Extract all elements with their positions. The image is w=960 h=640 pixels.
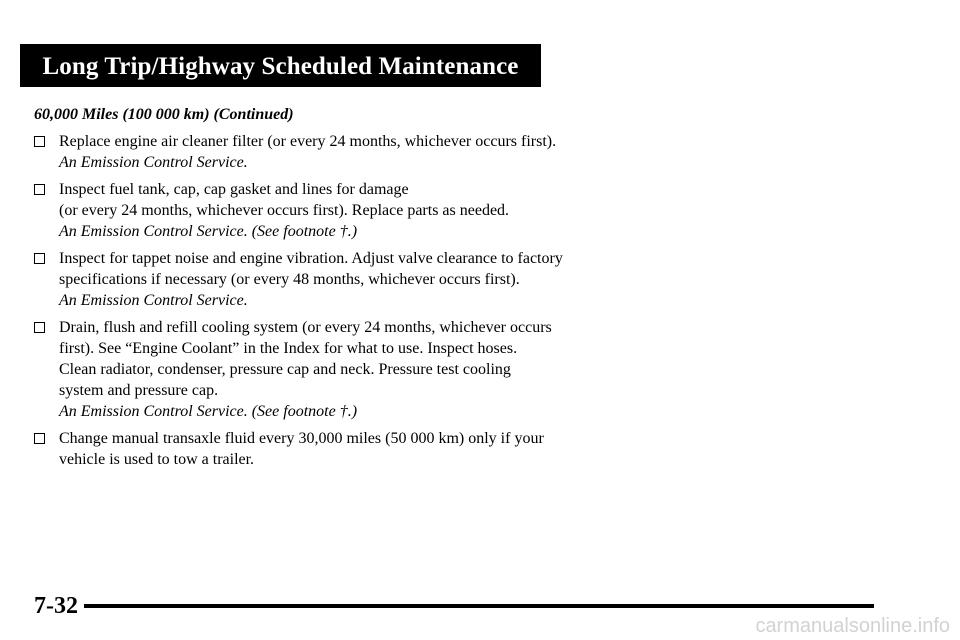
checkbox-icon[interactable]: [34, 433, 45, 444]
page-header-title: Long Trip/Highway Scheduled Maintenance: [20, 44, 541, 87]
item-note: An Emission Control Service.: [59, 154, 248, 171]
checkbox-icon[interactable]: [34, 184, 45, 195]
item-text-line: Replace engine air cleaner filter (or every 24 months, whichever occurs first).: [59, 133, 557, 150]
checklist-item-cooling-system: [34, 317, 654, 422]
item-text-line: specifications if necessary (or every 48 months, whichever occurs first).: [59, 271, 520, 288]
maintenance-section: [34, 104, 654, 470]
page-number: 7-32: [34, 593, 78, 619]
item-text-line: Inspect for tappet noise and engine vibration. Adjust valve clearance to factory: [59, 250, 563, 267]
checklist-item-tappet-noise: [34, 248, 654, 311]
item-text-line: Clean radiator, condenser, pressure cap and neck. Pressure test cooling: [59, 361, 511, 378]
checklist-item-fuel-tank: [34, 179, 654, 242]
checklist-item-air-filter: [34, 131, 654, 173]
item-text-line: (or every 24 months, whichever occurs first). Replace parts as needed.: [59, 202, 510, 219]
item-text-line: vehicle is used to tow a trailer.: [59, 451, 255, 468]
item-text-line: system and pressure cap.: [59, 382, 219, 399]
item-note: An Emission Control Service. (See footnote †.): [59, 223, 358, 240]
section-heading: 60,000 Miles (100 000 km) (Continued): [34, 106, 294, 123]
item-text-line: Change manual transaxle fluid every 30,000 miles (50 000 km) only if your: [59, 430, 544, 447]
item-text-line: Inspect fuel tank, cap, cap gasket and lines for damage: [59, 181, 409, 198]
footer-divider: [84, 604, 874, 608]
item-text-line: Drain, flush and refill cooling system (or every 24 months, whichever occurs: [59, 319, 552, 336]
checklist-item-transaxle-fluid: [34, 428, 654, 470]
watermark-text: carmanualsonline.info: [755, 615, 950, 637]
item-text-line: first). See “Engine Coolant” in the Index for what to use. Inspect hoses.: [59, 340, 518, 357]
checkbox-icon[interactable]: [34, 322, 45, 333]
checkbox-icon[interactable]: [34, 136, 45, 147]
item-note: An Emission Control Service.: [59, 292, 248, 309]
checkbox-icon[interactable]: [34, 253, 45, 264]
item-note: An Emission Control Service. (See footnote †.): [59, 403, 358, 420]
